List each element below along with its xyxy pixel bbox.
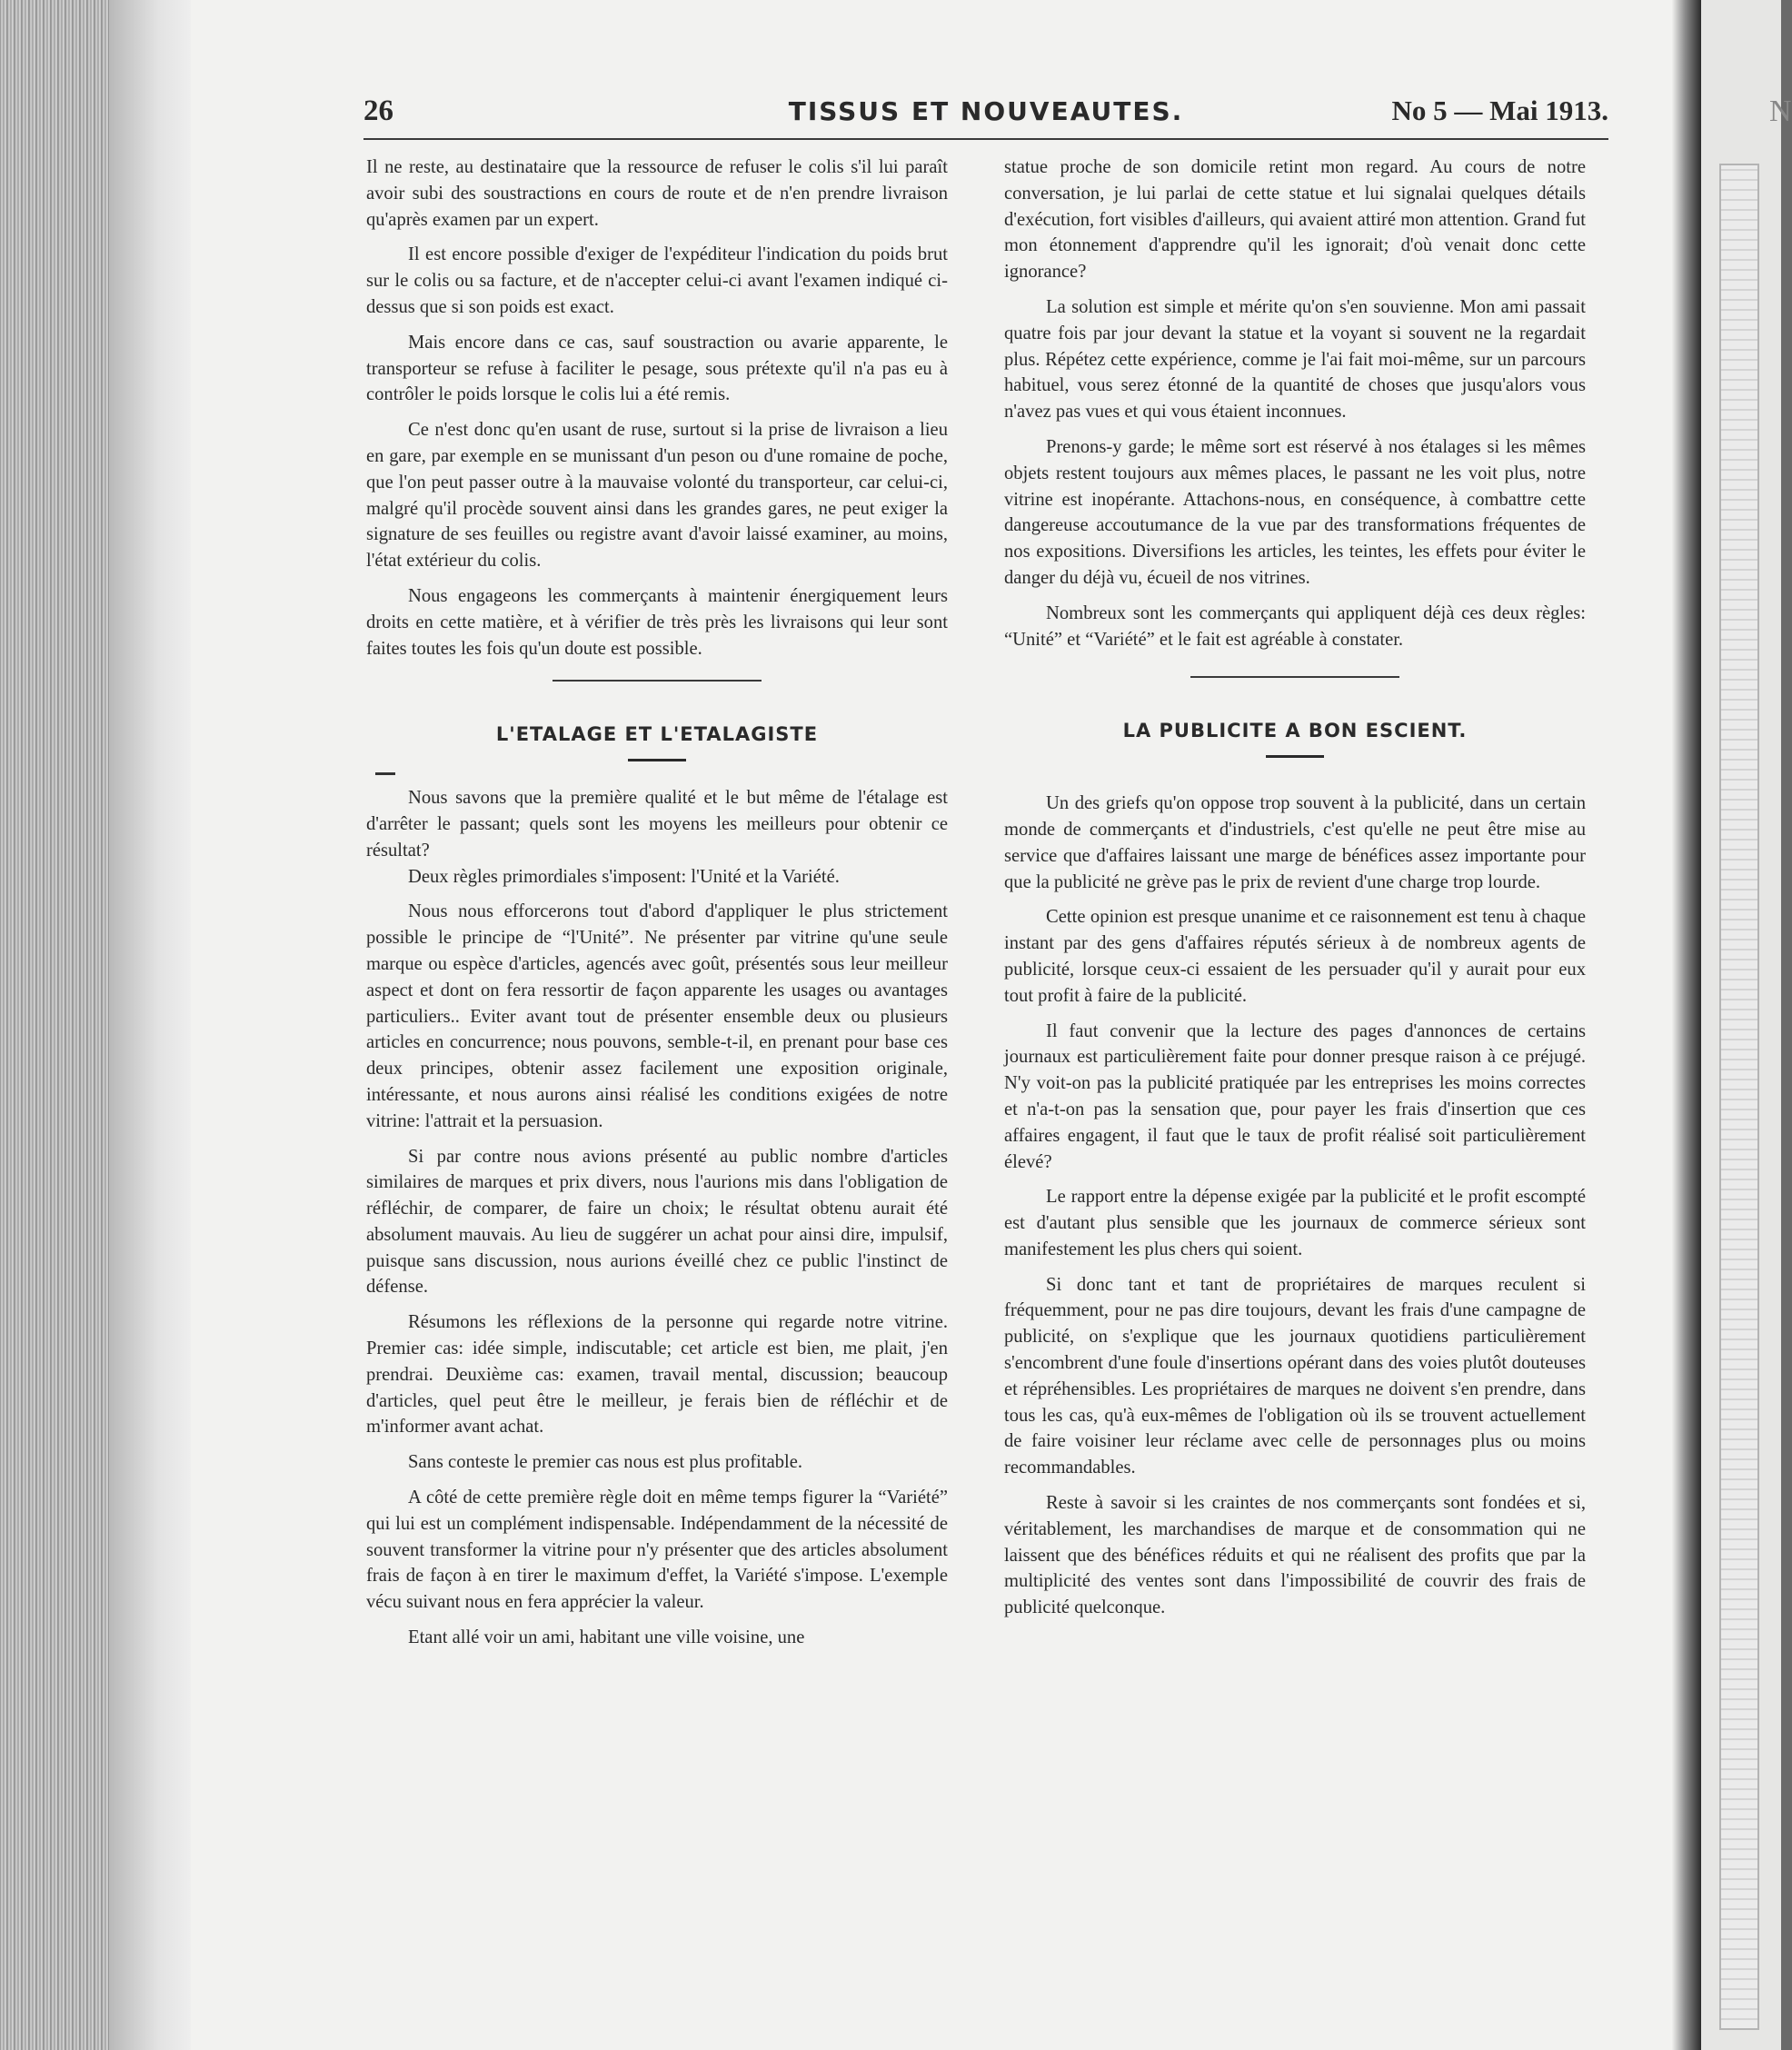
facing-page-edge — [1701, 0, 1792, 2050]
paragraph: Cette opinion est presque unanime et ce raisonnement est tenu à chaque instant par des gens d'affaires réputés sérieux à de nombreux agents de publicité, lorsque ceux-ci essaient de les persuader qu'il y aurait pour eux tout profit à faire de la publicité. — [1004, 907, 1586, 1006]
issue-label: No 5 — Mai 1913. — [1391, 95, 1608, 126]
paragraph: Il est encore possible d'exiger de l'expéditeur l'indication du poids brut sur le colis ou sa facture, et de n'accepter celui-ci avant l'examen indiqué ci-dessus que si son poids est exact. — [366, 244, 948, 317]
paragraph: Prenons-y garde; le même sort est réservé à nos étalages si les mêmes objets restent toujours aux mêmes places, le passant ne les voit plus, notre vitrine est inopérante. Attachons-nous, en conséquence, à combattre cette dangereuse accoutumance de la vue par des transformations fréquentes de nos expositions. Diversifions les articles, les teintes, les effets pour éviter le danger du déjà vu, écueil de nos vitrines. — [1004, 436, 1586, 588]
paragraph: La solution est simple et mérite qu'on s'en souvienne. Mon ami passait quatre fois par jour devant la statue et la voyant si souvent ne la regardait plus. Répétez cette expérience, comme je l'ai fait moi-même, sur un parcours habituel, vous serez étonné de la quantité de choses que jusqu'alors vous n'avez pas vues et qui vous étaient inconnues. — [1004, 296, 1586, 423]
paragraph: Sans conteste le premier cas nous est plus profitable. — [408, 1452, 803, 1473]
paragraph: Etant allé voir un ami, habitant une ville voisine, une — [408, 1627, 805, 1648]
paragraph: Mais encore dans ce cas, sauf soustraction ou avarie apparente, le transporteur se refuse à faciliter le pesage, sous prétexte qu'il n'a pas eu à contrôler le poids lorsque le colis lui a été remis. — [366, 332, 948, 405]
title-underline — [1266, 755, 1324, 758]
paragraph: Si par contre nous avions présenté au public nombre d'articles similaires de marques et prix divers, nous l'aurions mis dans l'obligation de réfléchir, de comparer, de faire un choix; le résultat obtenu aurait été absolument mauvais. Au lieu de suggérer un achat pour ainsi dire, impulsif, puisque sans discussion, nous aurions éveillé chez ce public l'instinct de défense. — [366, 1146, 948, 1298]
paragraph: Un des griefs qu'on oppose trop souvent à la publicité, dans un certain monde de commerçants et d'industriels, c'est qu'elle ne peut être mise au service que d'affaires laissant une marge de bénéfices assez importante pour que la publicité ne grève pas le prix de revient d'une charge trop lourde. — [1004, 793, 1586, 892]
paragraph: Deux règles primordiales s'imposent: l'Unité et la Variété. — [408, 866, 840, 887]
running-header — [363, 95, 1608, 140]
paragraph: Nous engageons les commerçants à maintenir énergiquement leurs droits en cette matière, et à vérifier de très près les livraisons qui leur sont faites toutes les fois qu'un doute est possible. — [366, 585, 948, 659]
paragraph: Il ne reste, au destinataire que la ressource de refuser le colis s'il lui paraît avoir subi des soustractions en cours de route et de n'en prendre livraison qu'après examen par un expert. — [366, 157, 948, 230]
paragraph: Le rapport entre la dépense exigée par la publicité et le profit escompté est d'autant plus sensible que les journaux de commerce sérieux sont manifestement les plus chers qui soient. — [1004, 1187, 1586, 1259]
paragraph: Si donc tant et tant de propriétaires de marques reculent si fréquemment, pour ne pas dire toujours, devant les frais d'une campagne de publicité, on s'explique que les journaux quotidiens particulièrement s'encombrent d'une foule d'insertions opérant dans des voies plutôt douteuses et répréhensibles. Les propriétaires de marques ne doivent s'en prendre, dans tous les cas, qu'à eux-mêmes de l'obligation où ils se trouvent actuellement de faire voisiner leur réclame avec celle de personnages plus ou moins recommandables. — [1004, 1274, 1586, 1478]
paragraph: A côté de cette première règle doit en même temps figurer la “Variété” qui lui est un complément indispensable. Indépendamment de la nécessité de souvent transformer la vitrine pour n'y présenter que des articles absolument frais de façon à en tirer le maximum d'effet, la Variété s'impose. L'exemple vécu suivant nous en fera apprécier la valeur. — [366, 1488, 948, 1613]
paragraph: Nous savons que la première qualité et le but même de l'étalage est d'arrêter le passant; quels sont les moyens les meilleurs pour obtenir ce résultat? — [366, 788, 948, 861]
right-column — [1004, 154, 1586, 1630]
facing-page-fragment-glyph: N — [1769, 95, 1792, 128]
facing-page-ornamental-border — [1719, 164, 1759, 2030]
section-divider — [553, 680, 762, 682]
page-gutter — [1672, 0, 1701, 2050]
paragraph: Ce n'est donc qu'en usant de ruse, surtout si la prise de livraison a lieu en gare, par exemple en se munissant d'un peson ou d'une romaine de poche, que l'on peut passer outre à la mauvaise volonté du transporteur, car celui-ci, malgré qu'il procède souvent ainsi dans les grandes gares, ne peut exiger la signature de ses feuilles ou registre avant d'avoir laissé examiner, au moins, l'état extérieur du colis. — [366, 420, 948, 572]
printer-mark — [375, 772, 395, 775]
publication-title: TISSUS ET NOUVEAUTES. — [788, 96, 1184, 126]
paragraph: Résumons les réflexions de la personne qui regarde notre vitrine. Premier cas: idée simple, indiscutable; cet article est bien, me plait, j'en prendrai. Deuxième cas: examen, travail mental, discussion; beaucoup d'articles, quel peut être le meilleur, je ferais bien de réfléchir et de m'informer avant achat. — [366, 1312, 948, 1438]
paragraph: Reste à savoir si les craintes de nos commerçants sont fondées et si, véritablement, les marchandises de marque et de consommation qui ne laissent que des bénéfices réduits et qui ne réalisent des profits que par la multiplicité des ventes sont dans l'impossibilité de couvrir des frais de publicité quelconque. — [1004, 1493, 1586, 1618]
paragraph: Il faut convenir que la lecture des pages d'annonces de certains journaux est particulièrement faite pour donner presque raison à ce préjugé. N'y voit-on pas la publicité pratiquée par les entreprises les moins correctes et n'a-t-on pas la sensation que, pour payer les frais d'insertion que ces affaires engagent, il faut que le taux de profit réalisé soit particulièrement élevé? — [1004, 1020, 1586, 1172]
paragraph: statue proche de son domicile retint mon regard. Au cours de notre conversation, je lui parlai de cette statue et lui signalai quelques détails d'exécution, fort visibles d'ailleurs, qui avaient attiré mon attention. Grand fut mon étonnement d'apprendre qu'il les ignorait; d'où venait donc cette ignorance? — [1004, 157, 1586, 283]
left-column — [366, 154, 948, 1660]
paragraph: Nous nous efforcerons tout d'abord d'appliquer le plus strictement possible le principe de “l'Unité”. Ne présenter par vitrine qu'une seule marque ou espèce d'articles, agencés avec goût, présentés sous leur meilleur aspect et dont on fera ressortir de façon apparente les usages ou avantages particuliers.. Eviter avant tout de présenter ensemble deux ou plusieurs articles en concurrence; nous pouvons, semble-t-il, en prenant pour base ces deux principes, obtenir assez facilement une exposition originale, intéressante, et nous aurons ainsi réalisé les conditions exigées de notre vitrine: l'attrait et la persuasion. — [366, 901, 948, 1131]
page-number: 26 — [363, 95, 393, 127]
title-underline — [628, 759, 686, 761]
book-binding-shadow — [109, 0, 200, 2050]
section-title-etalage: L'ETALAGE ET L'ETALAGISTE — [495, 723, 819, 746]
section-divider — [1190, 676, 1399, 678]
paragraph: Nombreux sont les commerçants qui appliquent déjà ces deux règles: “Unité” et “Variété” et le fait est agréable à constater. — [1004, 602, 1586, 650]
section-title-publicite: LA PUBLICITE A BON ESCIENT. — [1122, 720, 1468, 742]
book-page-edges — [0, 0, 109, 2050]
